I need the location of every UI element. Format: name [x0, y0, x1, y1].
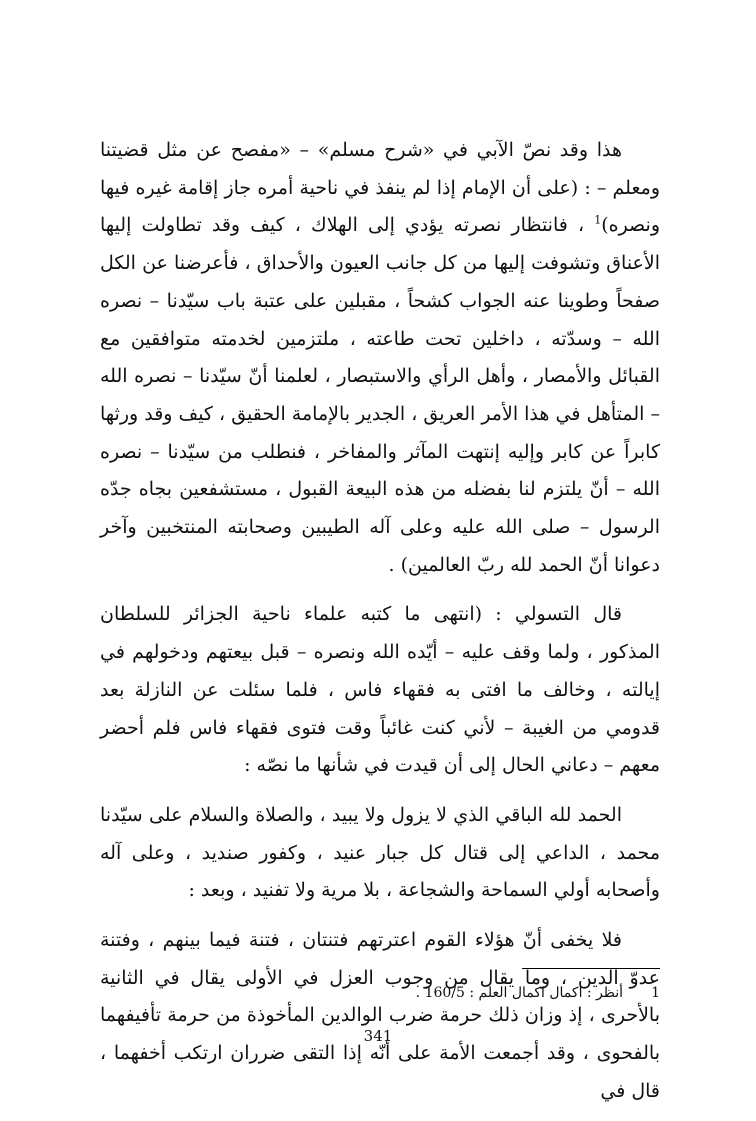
paragraph-1	[100, 132, 660, 584]
footnote-number: 1	[651, 985, 660, 1001]
page-number: 341	[363, 1027, 393, 1045]
paragraph-1-text: هذا وقد نصّ الآبي في «شرح مسلم» – «مفصح عن مثل قضيتنا ومعلم – : (على أن الإمام إذا لم ينفذ في ناحية أمره جاز إقامة غيره فيها ونصره)	[100, 139, 660, 237]
footnote-divider	[522, 968, 660, 969]
body-text	[100, 132, 660, 1111]
footnote-text: أنظر : اكمال اكمال العلم : 160/5 .	[415, 985, 624, 1001]
paragraph-1-continuation: ، فانتظار نصرته يؤدي إلى الهلاك ، كيف وقد تطاولت إليها الأعناق وتشوفت إليها من كل جانب العيون والأحداق ، فأعرضنا عن الكل صفحاً وطوينا عنه الجواب كشحاً ، مقبلين على عتبة باب سيّدنا – نصره الله – وسدّته ، داخلين تحت طاعته ، ملتزمين لخدمته متوافقين مع القبائل والأمصار ، وأهل الرأي والاستبصار ، لعلمنا أنّ سيّدنا – نصره الله – المتأهل في هذا الأمر العريق ، الجدير بالإمامة الحقيق ، كيف وقد ورثها كابراً عن كابر وإليه إنتهت المآثر والمفاخر ، فنطلب من سيّدنا – نصره الله – أنّ يلتزم لنا بفضله من هذه البيعة القبول ، مستشفعين بجاه جدّه الرسول – صلى الله عليه وعلى آله الطيبين وصحابته المنتخبين وآخر دعوانا أنّ الحمد لله ربّ العالمين) .	[100, 214, 660, 576]
footnote-reference: 1	[594, 214, 602, 228]
paragraph-3: الحمد لله الباقي الذي لا يزول ولا يبيد ، والصلاة والسلام على سيّدنا محمد ، الداعي إلى قتال كل جبار عنيد ، وكفور صنديد ، وعلى آله وأصحابه أولي السماحة والشجاعة ، بلا مرية ولا تفنيد ، وبعد :	[100, 803, 660, 902]
footnote	[100, 982, 660, 1004]
paragraph-2: قال التسولي : (انتهى ما كتبه علماء ناحية الجزائر للسلطان المذكور ، ولما وقف عليه – أيّده الله ونصره – قبل بيعتهم ودخولهم في إيالته ، وخالف ما افتى به فقهاء فاس ، فلما سئلت عن النازلة بعد قدومي من الغيبة – لأني كنت غائباً وقت فتوى فقهاء فاس فلم أحضر معهم – دعاني الحال إلى أن قيدت في شأنها ما نصّه :	[100, 603, 660, 777]
paragraph-4: فلا يخفى أنّ هؤلاء القوم اعترتهم فتنتان ، فتنة فيما بينهم ، وفتنة عدوّ الدين ، وما يقال من وجوب العزل في الأولى يقال في الثانية بالأحرى ، إذ وزان ذلك حرمة ضرب الوالدين المأخوذة من حرمة تأفيفهما بالفحوى ، وقد أجمعت الأمة على أنّه إذا التقى ضرران ارتكب أخفهما ، قال في	[100, 929, 660, 1102]
